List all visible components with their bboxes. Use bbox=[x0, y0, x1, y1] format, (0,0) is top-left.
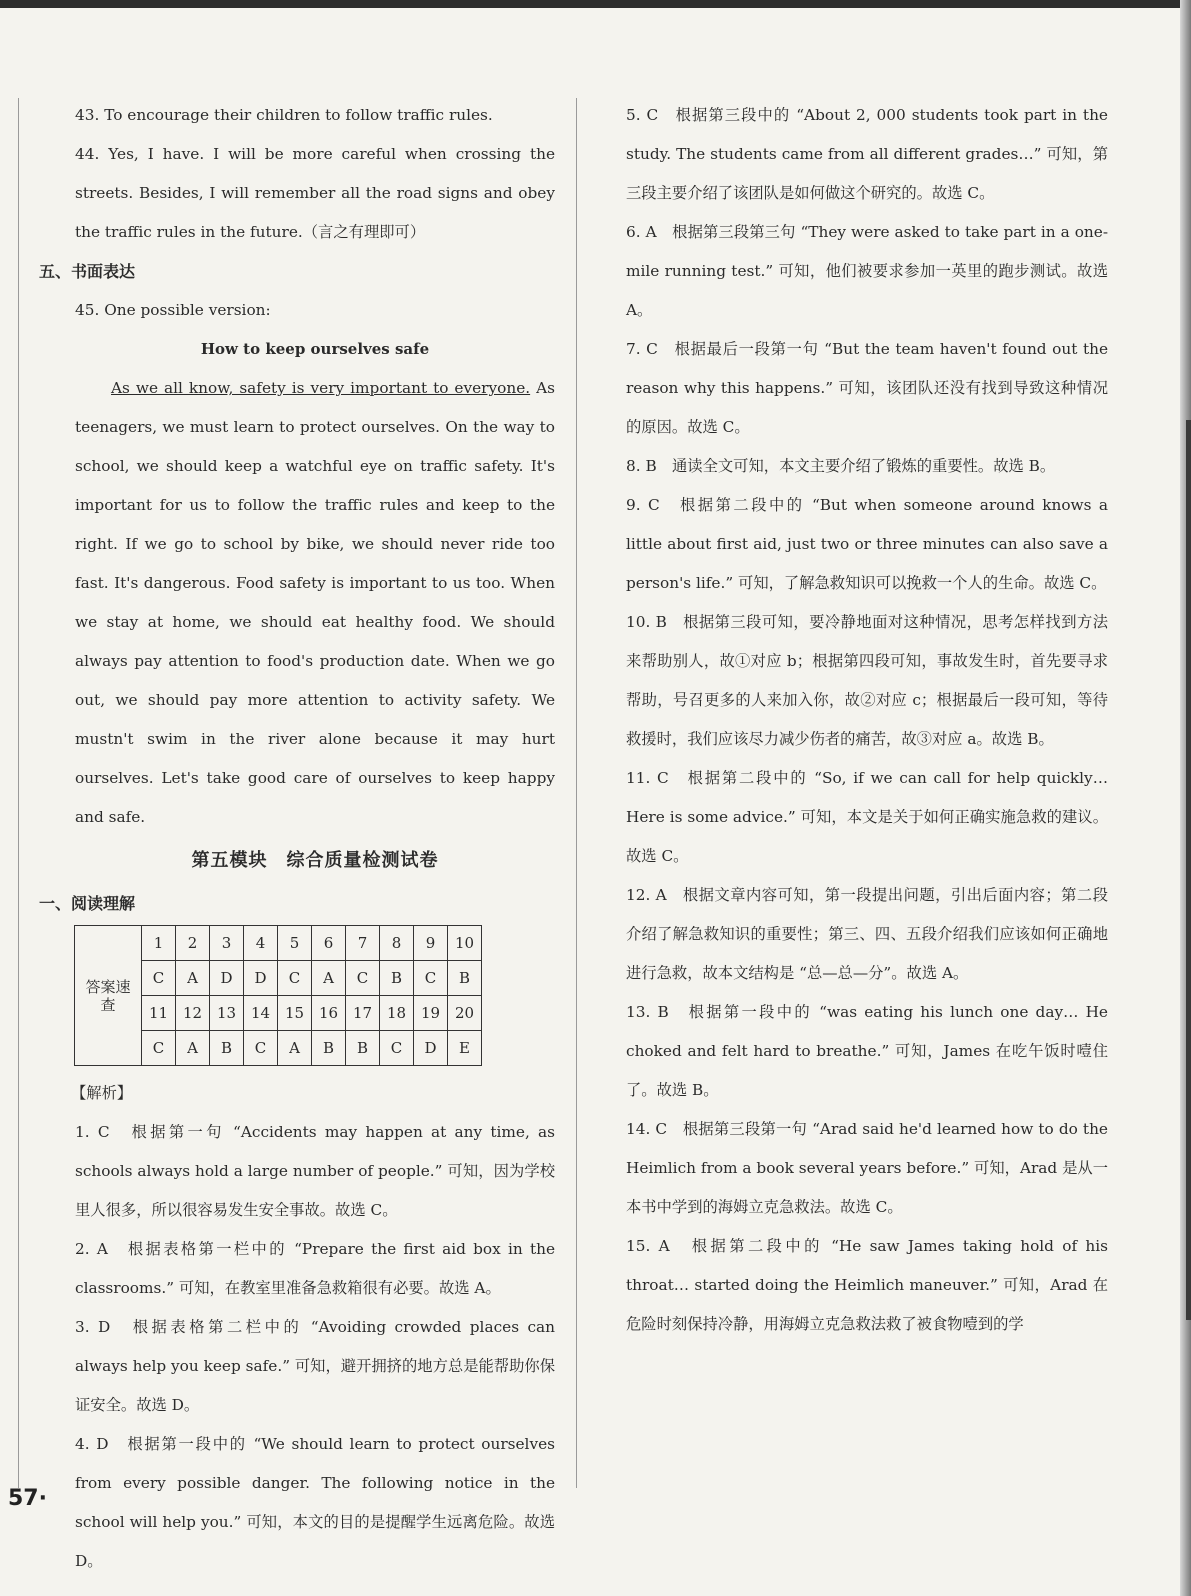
left-column bbox=[39, 96, 556, 1581]
analysis-9: 9. C 根据第二段中的 “But when someone around knows a little about first aid, just two or three minutes can also save a person's life.” 可知，了解急救知识可以挽救一个人的生命。故选 C。 bbox=[626, 496, 1108, 592]
table-answer-cell: C bbox=[278, 961, 312, 996]
table-answer-cell: C bbox=[346, 961, 380, 996]
analysis-10: 10. B 根据第三段可知，要冷静地面对这种情况，思考怎样找到方法来帮助别人，故①对应 b；根据第四段可知，事故发生时，首先要寻求帮助，号召更多的人来加入你，故②对应 c；根据最后一段可知，等待救援时，我们应该尽力减少伤者的痛苦，故③对应 a。故选 B。 bbox=[626, 613, 1108, 748]
left-margin-rule bbox=[18, 98, 19, 1488]
analysis-15: 15. A 根据第二段中的 “He saw James taking hold of his throat… started doing the Heimlich maneuver.” 可知，Arad 在危险时刻保持冷静，用海姆立克急救法救了被食物噎到的学 bbox=[626, 1237, 1108, 1333]
table-number-cell: 18 bbox=[380, 996, 414, 1031]
analysis-8: 8. B 通读全文可知，本文主要介绍了锻炼的重要性。故选 B。 bbox=[626, 457, 1056, 475]
table-answer-cell: B bbox=[380, 961, 414, 996]
answer-table bbox=[74, 925, 482, 1066]
answer-45-intro: 45. One possible version: bbox=[75, 301, 271, 319]
table-number-cell: 1 bbox=[142, 926, 176, 961]
column-divider bbox=[576, 98, 577, 1488]
table-answer-cell: B bbox=[346, 1031, 380, 1066]
table-number-cell: 15 bbox=[278, 996, 312, 1031]
answer-table-label: 答案速查 bbox=[75, 926, 142, 1066]
table-number-cell: 14 bbox=[244, 996, 278, 1031]
table-answer-cell: C bbox=[142, 1031, 176, 1066]
analysis-13: 13. B 根据第一段中的 “was eating his lunch one day… He choked and felt hard to breathe.” 可知，James 在吃午饭时噎住了。故选 B。 bbox=[626, 1003, 1108, 1099]
table-number-cell: 11 bbox=[142, 996, 176, 1031]
answer-table-row bbox=[75, 926, 482, 961]
table-answer-cell: B bbox=[448, 961, 482, 996]
table-answer-cell: A bbox=[312, 961, 346, 996]
table-answer-cell: B bbox=[210, 1031, 244, 1066]
scan-right-shadow bbox=[1186, 420, 1191, 1320]
table-answer-cell: C bbox=[142, 961, 176, 996]
answer-43: 43. To encourage their children to follow traffic rules. bbox=[75, 106, 493, 124]
table-answer-cell: C bbox=[380, 1031, 414, 1066]
analysis-4: 4. D 根据第一段中的 “We should learn to protect ourselves from every possible danger. The following notice in the school will help you.” 可知，本文的目的是提醒学生远离危险。故选 D。 bbox=[75, 1435, 555, 1570]
table-answer-cell: B bbox=[312, 1031, 346, 1066]
analysis-11: 11. C 根据第二段中的 “So, if we can call for help quickly… Here is some advice.” 可知，本文是关于如何正确实施急救的建议。故选 C。 bbox=[626, 769, 1108, 865]
table-answer-cell: D bbox=[210, 961, 244, 996]
essay-body bbox=[75, 369, 555, 837]
scan-top-edge bbox=[0, 0, 1191, 8]
table-answer-cell: A bbox=[278, 1031, 312, 1066]
table-number-cell: 9 bbox=[414, 926, 448, 961]
right-column bbox=[626, 96, 1108, 1344]
table-number-cell: 7 bbox=[346, 926, 380, 961]
table-number-cell: 20 bbox=[448, 996, 482, 1031]
analysis-2: 2. A 根据表格第一栏中的 “Prepare the first aid box in the classrooms.” 可知，在教室里准备急救箱很有必要。故选 A。 bbox=[75, 1240, 555, 1297]
table-number-cell: 10 bbox=[448, 926, 482, 961]
table-number-cell: 17 bbox=[346, 996, 380, 1031]
table-number-cell: 6 bbox=[312, 926, 346, 961]
page-number: 57· bbox=[8, 1486, 47, 1511]
table-number-cell: 16 bbox=[312, 996, 346, 1031]
table-answer-cell: D bbox=[414, 1031, 448, 1066]
essay-first-sentence: As we all know, safety is very important to everyone. bbox=[111, 379, 531, 397]
answer-44: 44. Yes, I have. I will be more careful when crossing the streets. Besides, I will remember all the road signs and obey the traffic rules in the future.（言之有理即可） bbox=[75, 145, 555, 241]
analysis-1: 1. C 根据第一句 “Accidents may happen at any time, as schools always hold a large number of people.” 可知，因为学校里人很多，所以很容易发生安全事故。故选 C。 bbox=[75, 1123, 555, 1219]
table-number-cell: 4 bbox=[244, 926, 278, 961]
analysis-6: 6. A 根据第三段第三句 “They were asked to take part in a one-mile running test.” 可知，他们被要求参加一英里的跑步测试。故选 A。 bbox=[626, 223, 1108, 319]
analysis-7: 7. C 根据最后一段第一句 “But the team haven't found out the reason why this happens.” 可知，该团队还没有找到导致这种情况的原因。故选 C。 bbox=[626, 340, 1108, 436]
table-number-cell: 3 bbox=[210, 926, 244, 961]
table-number-cell: 19 bbox=[414, 996, 448, 1031]
table-number-cell: 5 bbox=[278, 926, 312, 961]
table-answer-cell: E bbox=[448, 1031, 482, 1066]
essay-rest: As teenagers, we must learn to protect ourselves. On the way to school, we should keep a watchful eye on traffic safety. It's important for us to follow the traffic rules and keep to the right. If we go to school by bike, we should never ride too fast. It's dangerous. Food safety is important to us too. When we stay at home, we should eat healthy food. We should always pay attention to food's production date. When we go out, we should pay more attention to activity safety. We mustn't swim in the river alone because it may hurt ourselves. Let's take good care of ourselves to keep happy and safe. bbox=[75, 379, 556, 826]
table-answer-cell: A bbox=[176, 1031, 210, 1066]
table-answer-cell: A bbox=[176, 961, 210, 996]
table-number-cell: 2 bbox=[176, 926, 210, 961]
table-number-cell: 12 bbox=[176, 996, 210, 1031]
table-answer-cell: D bbox=[244, 961, 278, 996]
analysis-3: 3. D 根据表格第二栏中的 “Avoiding crowded places can always help you keep safe.” 可知，避开拥挤的地方总是能帮助你保证安全。故选 D。 bbox=[75, 1318, 555, 1414]
analysis-5: 5. C 根据第三段中的 “About 2, 000 students took part in the study. The students came from all different grades…” 可知，第三段主要介绍了该团队是如何做这个研究的。故选 C。 bbox=[626, 106, 1108, 202]
essay-title: How to keep ourselves safe bbox=[200, 340, 430, 358]
module-title: 第五模块 综合质量检测试卷 bbox=[191, 850, 439, 871]
analysis-12: 12. A 根据文章内容可知，第一段提出问题，引出后面内容；第二段介绍了解急救知识的重要性；第三、四、五段介绍我们应该如何正确地进行急救，故本文结构是 “总—总—分”。故选 A。 bbox=[626, 886, 1108, 982]
section-writing-heading: 五、书面表达 bbox=[39, 262, 136, 281]
table-answer-cell: C bbox=[244, 1031, 278, 1066]
section-reading-heading: 一、阅读理解 bbox=[39, 894, 136, 913]
table-number-cell: 8 bbox=[380, 926, 414, 961]
table-number-cell: 13 bbox=[210, 996, 244, 1031]
table-answer-cell: C bbox=[414, 961, 448, 996]
analysis-14: 14. C 根据第三段第一句 “Arad said he'd learned how to do the Heimlich from a book several years before.” 可知，Arad 是从一本书中学到的海姆立克急救法。故选 C。 bbox=[626, 1120, 1108, 1216]
analysis-heading: 【解析】 bbox=[71, 1084, 133, 1102]
